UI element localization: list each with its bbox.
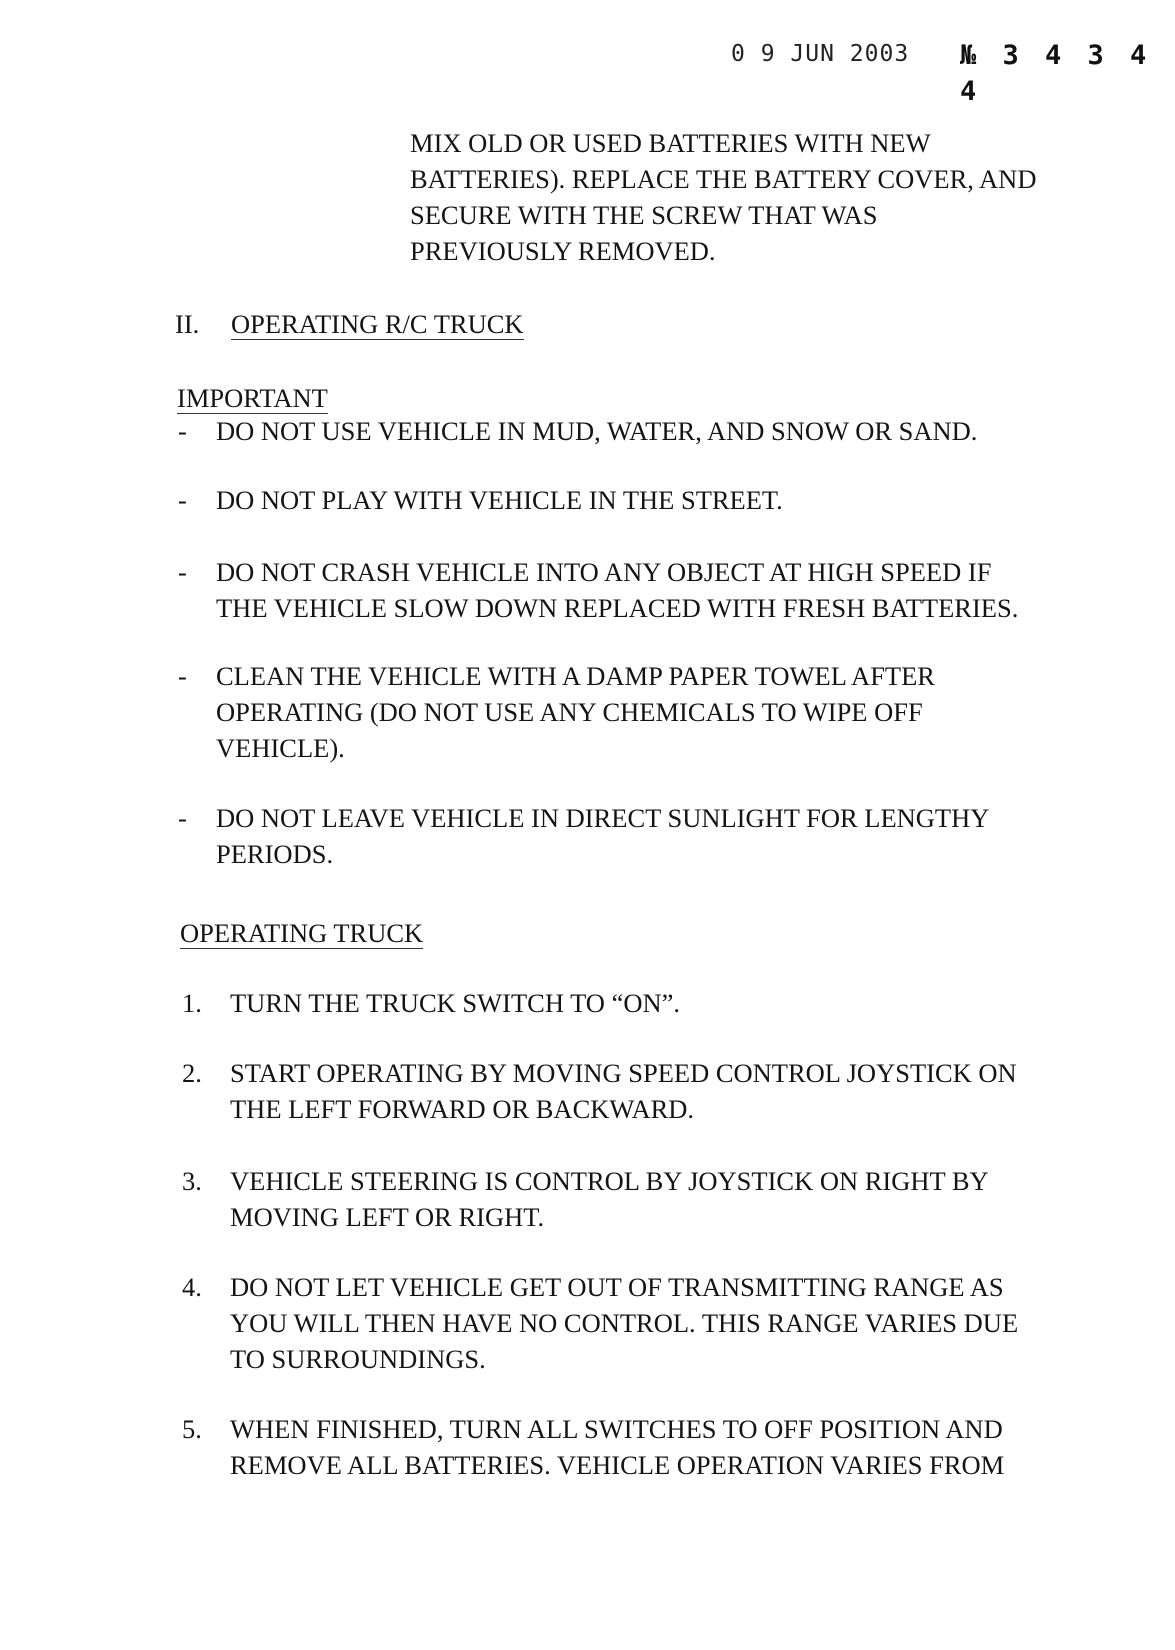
warning-line: DO NOT PLAY WITH VEHICLE IN THE STREET. xyxy=(216,485,783,515)
warning-line: DO NOT LEAVE VEHICLE IN DIRECT SUNLIGHT FOR LENGTHY xyxy=(216,803,990,833)
step-number: 1. xyxy=(182,988,202,1018)
bullet-dash: - xyxy=(178,803,187,833)
step-line: TO SURROUNDINGS. xyxy=(230,1344,486,1374)
bullet-dash: - xyxy=(178,557,187,587)
warning-line: THE VEHICLE SLOW DOWN REPLACED WITH FRESH BATTERIES. xyxy=(216,593,1019,623)
warning-line: CLEAN THE VEHICLE WITH A DAMP PAPER TOWEL AFTER xyxy=(216,661,935,691)
operating-truck-heading: OPERATING TRUCK xyxy=(180,918,424,948)
section-number: II. xyxy=(175,309,200,339)
paragraph-line: MIX OLD OR USED BATTERIES WITH NEW xyxy=(410,128,931,158)
continued-paragraph xyxy=(410,125,1110,269)
paragraph-line: BATTERIES). REPLACE THE BATTERY COVER, AND xyxy=(410,164,1037,194)
step-line: START OPERATING BY MOVING SPEED CONTROL JOYSTICK ON xyxy=(230,1058,1017,1088)
step-line: MOVING LEFT OR RIGHT. xyxy=(230,1202,545,1232)
bullet-dash: - xyxy=(178,485,187,515)
warning-line: PERIODS. xyxy=(216,839,334,869)
warning-line: VEHICLE). xyxy=(216,733,345,763)
step-line: YOU WILL THEN HAVE NO CONTROL. THIS RANGE VARIES DUE xyxy=(230,1308,1019,1338)
step-line: VEHICLE STEERING IS CONTROL BY JOYSTICK ON RIGHT BY xyxy=(230,1166,989,1196)
step-number: 2. xyxy=(182,1058,202,1088)
step-number: 4. xyxy=(182,1272,202,1302)
step-line: REMOVE ALL BATTERIES. VEHICLE OPERATION VARIES FROM xyxy=(230,1450,1005,1480)
paragraph-line: SECURE WITH THE SCREW THAT WAS xyxy=(410,200,878,230)
bullet-dash: - xyxy=(178,416,187,446)
step-line: DO NOT LET VEHICLE GET OUT OF TRANSMITTING RANGE AS xyxy=(230,1272,1004,1302)
important-heading: IMPORTANT xyxy=(177,383,328,413)
date-stamp: 0 9 JUN 2003 xyxy=(731,41,910,67)
paragraph-line: PREVIOUSLY REMOVED. xyxy=(410,236,716,266)
section-heading xyxy=(175,306,524,342)
bullet-dash: - xyxy=(178,661,187,691)
section-title: OPERATING R/C TRUCK xyxy=(231,309,524,339)
step-line: THE LEFT FORWARD OR BACKWARD. xyxy=(230,1094,695,1124)
document-number-stamp: № 3 4 3 4 4 xyxy=(960,40,1152,107)
step-line: TURN THE TRUCK SWITCH TO “ON”. xyxy=(230,988,680,1018)
step-line: WHEN FINISHED, TURN ALL SWITCHES TO OFF POSITION AND xyxy=(230,1414,1003,1444)
warning-line: OPERATING (DO NOT USE ANY CHEMICALS TO WIPE OFF xyxy=(216,697,923,727)
step-number: 5. xyxy=(182,1414,202,1444)
warning-line: DO NOT USE VEHICLE IN MUD, WATER, AND SNOW OR SAND. xyxy=(216,416,978,446)
warning-line: DO NOT CRASH VEHICLE INTO ANY OBJECT AT HIGH SPEED IF xyxy=(216,557,992,587)
step-number: 3. xyxy=(182,1166,202,1196)
